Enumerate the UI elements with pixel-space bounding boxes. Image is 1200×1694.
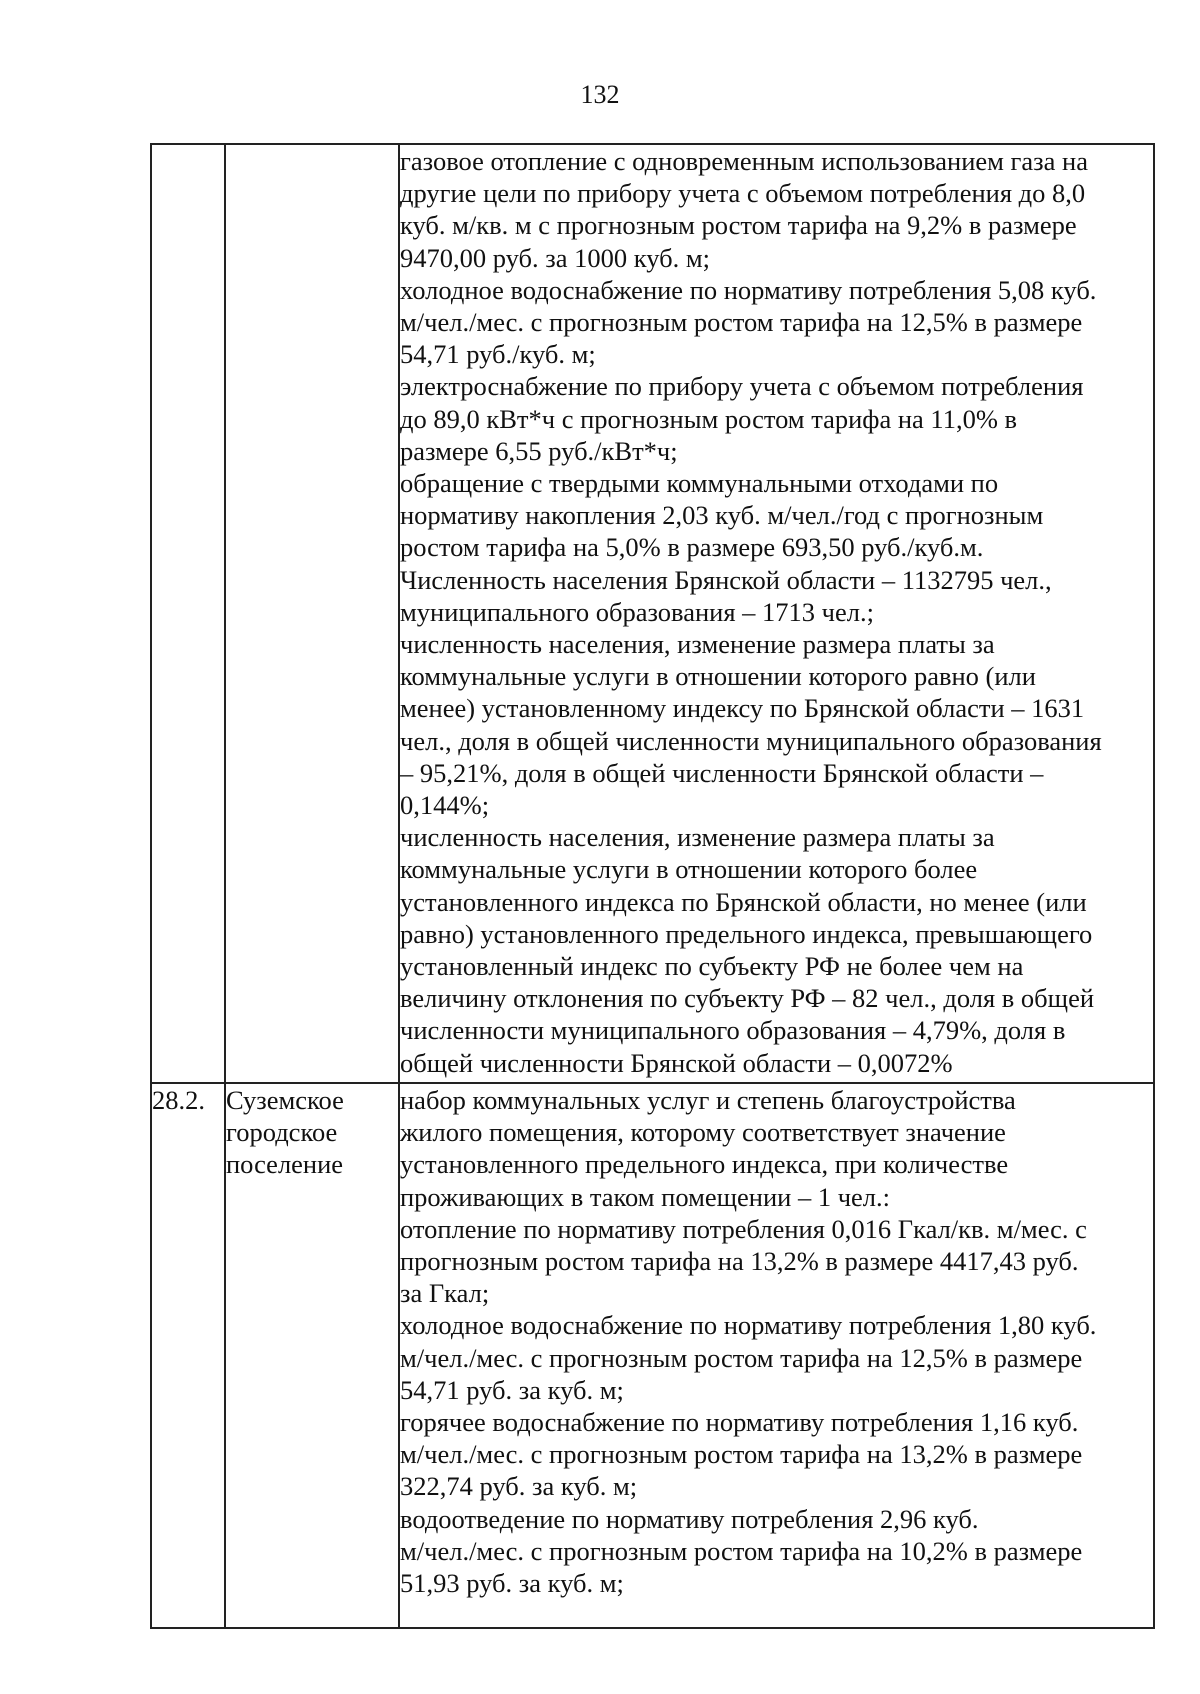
text-line: холодное водоснабжение по нормативу потребления 5,08 куб. [400, 274, 1097, 305]
text-line: чел., доля в общей численности муниципального образования [400, 725, 1102, 756]
text-line: обращение с твердыми коммунальными отходами по [400, 468, 999, 499]
text-line: проживающих в таком помещении – 1 чел.: [400, 1181, 891, 1212]
municipality-name-cell [225, 144, 399, 1083]
text-line: – 95,21%, доля в общей численности Брянской области – [400, 757, 1044, 788]
tariff-table [150, 143, 1155, 1629]
text-line: установленного индекса по Брянской области, но менее (или [400, 886, 1087, 917]
text-line: куб. м/кв. м с прогнозным ростом тарифа на 9,2% в размере [400, 210, 1077, 241]
text-line: 51,93 руб. за куб. м; [400, 1568, 624, 1599]
row-number-cell [151, 144, 225, 1083]
municipality-name-cell [225, 1083, 399, 1628]
text-line: численность населения, изменение размера платы за [400, 629, 995, 660]
table-row [151, 1083, 1154, 1628]
text-line: нормативу накопления 2,03 куб. м/чел./год с прогнозным [400, 500, 1044, 531]
text-line: общей численности Брянской области – 0,0072% [400, 1047, 953, 1078]
text-line: ростом тарифа на 5,0% в размере 693,50 руб./куб.м. [400, 532, 984, 563]
text-line: размере 6,55 руб./кВт*ч; [400, 435, 678, 466]
text-line: Численность населения Брянской области – 1132795 чел., [400, 564, 1052, 595]
text-line: до 89,0 кВт*ч с прогнозным ростом тарифа на 11,0% в [400, 403, 1018, 434]
text-line: численность населения, изменение размера платы за [400, 822, 995, 853]
text-line: 322,74 руб. за куб. м; [400, 1471, 638, 1502]
text-line: отопление по нормативу потребления 0,016 Гкал/кв. м/мес. с [400, 1213, 1087, 1244]
text-line: 0,144%; [400, 790, 490, 821]
text-line: прогнозным ростом тарифа на 13,2% в размере 4417,43 руб. [400, 1246, 1079, 1277]
text-line: м/чел./мес. с прогнозным ростом тарифа на 12,5% в размере [400, 1342, 1083, 1373]
text-line: Суземское [226, 1085, 344, 1115]
table-row [151, 144, 1154, 1083]
text-line: другие цели по прибору учета с объемом потребления до 8,0 [400, 178, 1086, 209]
text-line: численности муниципального образования – 4,79%, доля в [400, 1015, 1066, 1046]
text-line: горячее водоснабжение по нормативу потребления 1,16 куб. [400, 1407, 1079, 1438]
description-cell [399, 1083, 1154, 1628]
text-line: поселение [226, 1149, 344, 1180]
text-line: м/чел./мес. с прогнозным ростом тарифа на 12,5% в размере [400, 307, 1083, 338]
text-line: водоотведение по нормативу потребления 2,96 куб. [400, 1503, 979, 1534]
text-line: установленный индекс по субъекту РФ не более чем на [400, 951, 1024, 982]
text-line: 54,71 руб. за куб. м; [400, 1374, 624, 1405]
text-line: муниципального образования – 1713 чел.; [400, 596, 874, 627]
text-line: 9470,00 руб. за 1000 куб. м; [400, 242, 711, 273]
text-line: электроснабжение по прибору учета с объемом потребления [400, 371, 1084, 402]
row-number-cell: 28.2. [151, 1083, 225, 1628]
text-line: за Гкал; [400, 1278, 490, 1309]
page-number: 132 [580, 80, 620, 109]
text-line: м/чел./мес. с прогнозным ростом тарифа на 10,2% в размере [400, 1535, 1083, 1566]
text-line: коммунальные услуги в отношении которого равно (или [400, 661, 1036, 692]
text-line: установленного предельного индекса, при количестве [400, 1149, 1009, 1180]
text-line: городское [226, 1117, 338, 1148]
text-line: величину отклонения по субъекту РФ – 82 чел., доля в общей [400, 983, 1095, 1014]
text-line: 54,71 руб./куб. м; [400, 339, 596, 370]
text-line: равно) установленного предельного индекса, превышающего [400, 918, 1093, 949]
text-line: коммунальные услуги в отношении которого более [400, 854, 978, 885]
text-line: менее) установленному индексу по Брянской области – 1631 [400, 693, 1085, 724]
text-line: холодное водоснабжение по нормативу потребления 1,80 куб. [400, 1310, 1097, 1341]
text-line: набор коммунальных услуг и степень благоустройства [400, 1085, 1016, 1115]
text-line: газовое отопление с одновременным использованием газа на [400, 146, 1088, 176]
description-cell [399, 144, 1154, 1083]
text-line: жилого помещения, которому соответствует значение [400, 1117, 1006, 1148]
text-line: м/чел./мес. с прогнозным ростом тарифа на 13,2% в размере [400, 1439, 1083, 1470]
